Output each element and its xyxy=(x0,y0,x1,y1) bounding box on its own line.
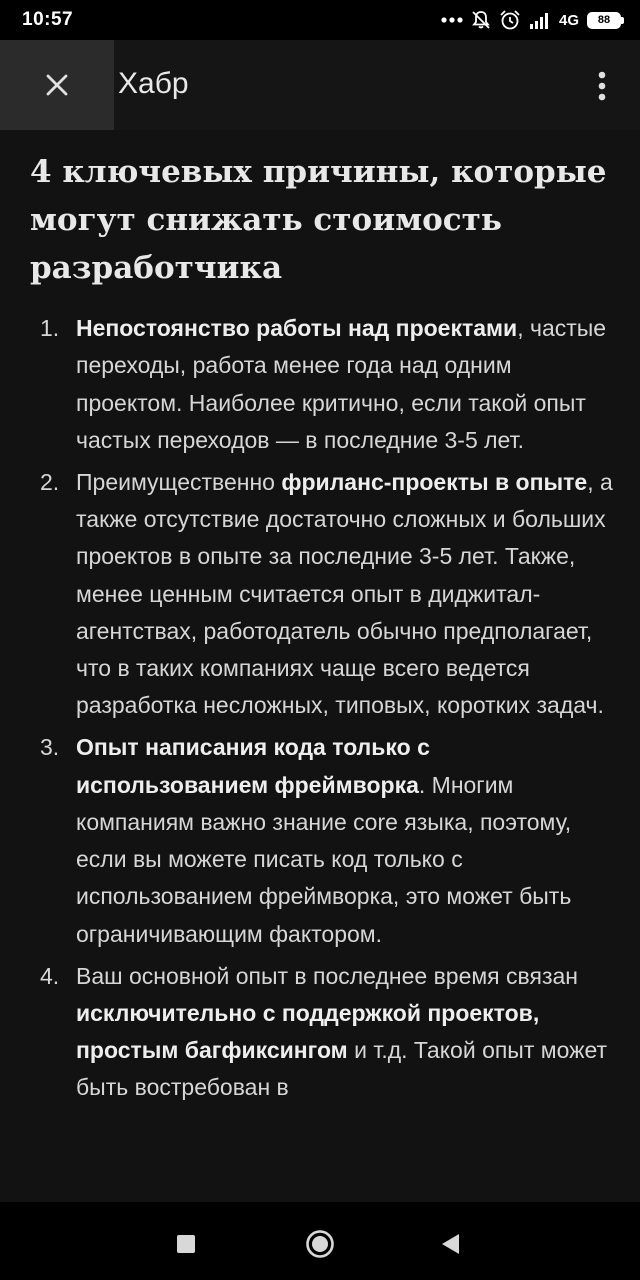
system-nav-bar xyxy=(0,1202,640,1280)
more-vert-icon xyxy=(598,71,606,101)
list-item-fragment: . Многим компаниям важно знание core языка, поэтому, если вы можете писать код только с использованием фреймворка, это может быть ограничивающим фактором. xyxy=(76,771,572,947)
overflow-menu-button[interactable] xyxy=(582,66,622,106)
list-item xyxy=(40,464,620,725)
home-button[interactable] xyxy=(300,1224,340,1264)
alarm-icon xyxy=(499,9,521,31)
list-item-number: 2. xyxy=(40,468,60,495)
list-item-bold: Непостоянство работы над проектами xyxy=(76,315,518,341)
battery-level: 88 xyxy=(587,12,621,29)
more-dots-icon xyxy=(441,17,463,23)
article-content[interactable] xyxy=(0,130,640,1202)
list-item-text xyxy=(76,729,616,953)
back-button[interactable] xyxy=(430,1224,470,1264)
status-time: 10:57 xyxy=(22,9,74,30)
list-item-fragment: и т.д. Такой опыт может быть востребован в xyxy=(76,1037,608,1101)
list-item-fragment: Преимущественно xyxy=(76,468,282,495)
article-title: 4 ключевых причины, которые могут снижать стоимость разработчика xyxy=(30,154,607,286)
list-item xyxy=(40,310,620,459)
list-item-bold: исключительно с поддержкой проектов, простым багфиксингом xyxy=(76,999,540,1064)
battery-icon xyxy=(587,12,624,29)
list-item-bold: фриланс-проекты в опыте xyxy=(281,468,588,495)
close-button[interactable] xyxy=(0,40,114,130)
list-item xyxy=(40,958,620,1107)
app-title: Хабр xyxy=(118,67,189,100)
status-bar xyxy=(0,0,640,40)
recents-button[interactable] xyxy=(166,1224,206,1264)
list-item-fragment: , частые переходы, работа менее года над одним проектом. Наиболее критично, если такой опыт частых переходов — в последние 3-5 лет. xyxy=(76,315,607,453)
app-bar xyxy=(0,40,640,130)
signal-icon xyxy=(529,11,551,29)
article-list xyxy=(40,310,620,1111)
triangle-back-icon xyxy=(439,1232,461,1256)
circle-home-icon xyxy=(305,1229,335,1259)
bell-off-icon xyxy=(471,10,491,30)
list-item-text xyxy=(76,958,616,1107)
list-item-number: 3. xyxy=(40,734,60,761)
list-item-fragment: Ваш основной опыт в последнее время связан xyxy=(76,962,578,989)
square-recents-icon xyxy=(176,1234,196,1254)
close-icon xyxy=(45,73,69,97)
list-item-number: 1. xyxy=(40,315,60,341)
list-item xyxy=(40,729,620,953)
network-type: 4G xyxy=(558,11,579,29)
list-item-text xyxy=(76,464,616,725)
list-item-bold: Опыт написания кода только с использованием фреймворка xyxy=(76,734,430,798)
list-item-text xyxy=(76,310,616,459)
status-icons xyxy=(441,7,624,33)
list-item-fragment: , а также отсутствие достаточно сложных и больших проектов в опыте за последние 3-5 лет. Также, менее ценным считается опыт в диджитал-агентствах, работодатель обычно предполагает, что в таких компаниях чаще всего ведется разработка несложных, типовых, коротких задач. xyxy=(76,468,613,719)
list-item-number: 4. xyxy=(40,962,60,989)
